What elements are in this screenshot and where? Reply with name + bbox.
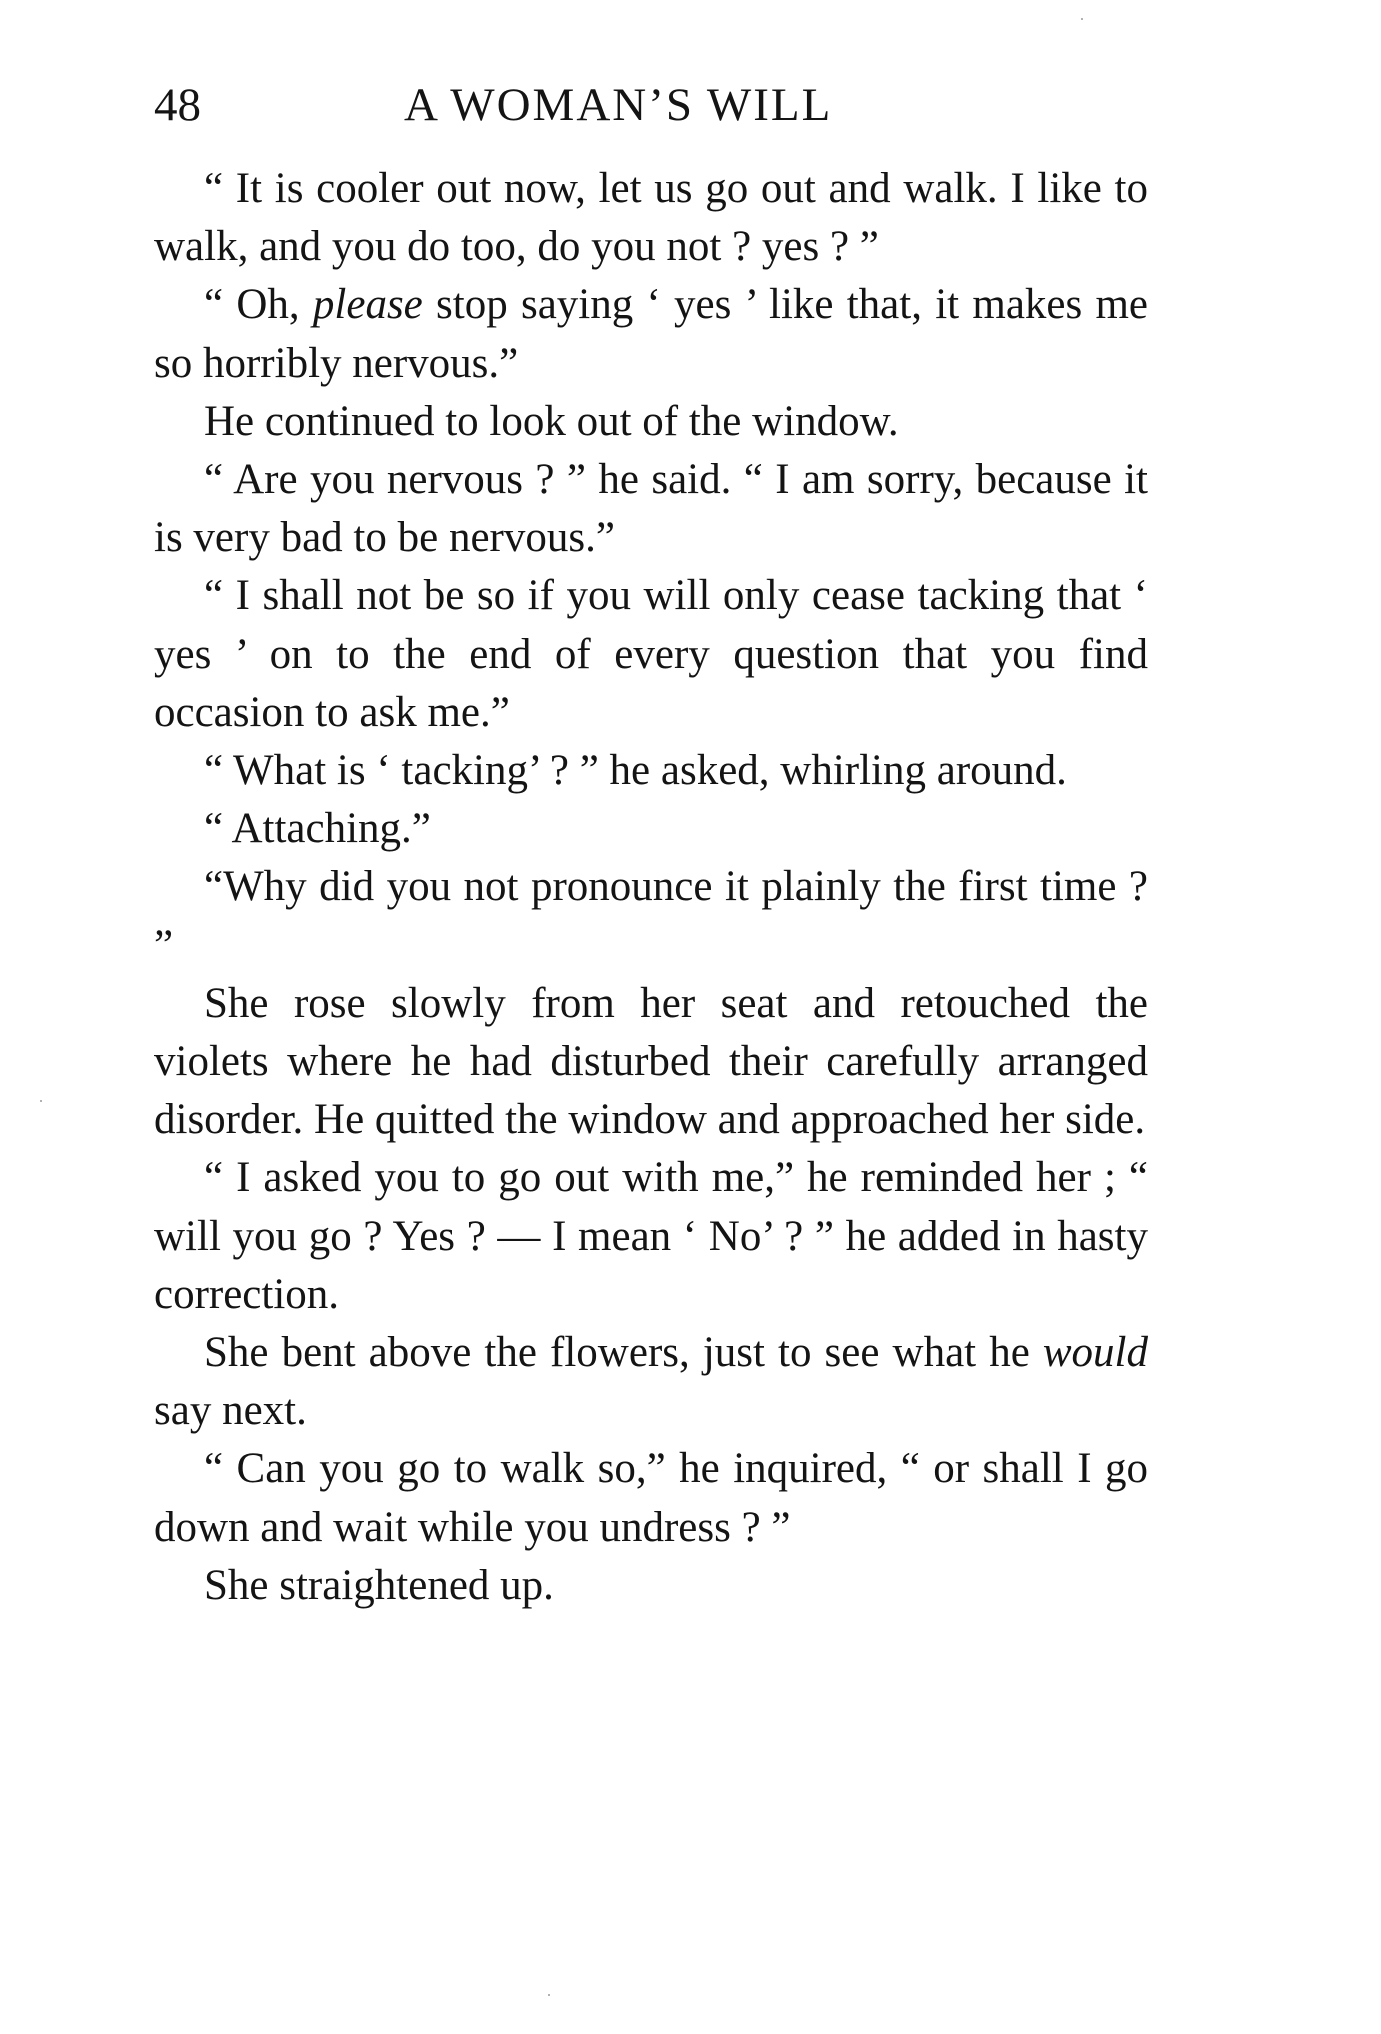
- scan-speck: [548, 1994, 550, 1996]
- text-run: “ Attaching.”: [204, 805, 431, 853]
- paragraph: [154, 276, 1148, 392]
- text-run: She straightened up.: [204, 1561, 554, 1609]
- text-run: “ Oh,: [204, 281, 313, 329]
- paragraph: [154, 567, 1148, 742]
- text-run: say next.: [154, 1387, 307, 1435]
- text-run: “ Are you nervous ? ” he said. “ I am sorry, because it is very bad to be nervous.”: [154, 456, 1148, 562]
- paragraph: [154, 1557, 1148, 1615]
- scan-speck: [1081, 18, 1083, 20]
- text-run: “ What is ‘ tacking’ ? ” he asked, whirling around.: [204, 747, 1067, 795]
- text-run: She rose slowly from her seat and retouched the violets where he had disturbed their carefully arranged disorder. He quitted the window and approached her side.: [154, 979, 1148, 1144]
- paragraph: [154, 1149, 1148, 1324]
- running-head: [154, 60, 1148, 150]
- paragraph: [154, 451, 1148, 567]
- paragraph: [154, 858, 1148, 974]
- text-run: “ I shall not be so if you will only cease tacking that ‘ yes ’ on to the end of every question that you find occasion to ask me.”: [154, 572, 1148, 736]
- paragraph: [154, 1324, 1148, 1440]
- text-run: “Why did you not pronounce it plainly the first time ? ”: [154, 863, 1148, 969]
- body-text: [154, 160, 1148, 1615]
- paragraph: [154, 393, 1148, 451]
- paragraph: [154, 742, 1148, 800]
- italic-text: would: [1042, 1329, 1148, 1377]
- text-run: “ Can you go to walk so,” he inquired, “ or shall I go down and wait while you undress ? ”: [154, 1445, 1148, 1551]
- text-run: “ I asked you to go out with me,” he reminded her ; “ will you go ? Yes ? — I mean ‘ No’ ? ” he added in hasty correction.: [154, 1154, 1148, 1318]
- scan-speck: [40, 1100, 42, 1102]
- text-run: She bent above the flowers, just to see what he: [204, 1329, 1043, 1377]
- paragraph: [154, 975, 1148, 1150]
- book-title: A WOMAN’S WILL: [404, 79, 833, 131]
- text-run: He continued to look out of the window.: [204, 397, 899, 445]
- page-number: 48: [154, 79, 201, 131]
- text-run: stop saying ‘ yes ’ like that, it makes me so horribly nervous.”: [154, 281, 1149, 387]
- paragraph: [154, 160, 1148, 276]
- italic-text: please: [312, 281, 423, 329]
- paragraph: [154, 800, 1148, 858]
- paragraph: [154, 1440, 1148, 1556]
- book-page: [154, 60, 1148, 1615]
- text-run: “ It is cooler out now, let us go out and walk. I like to walk, and you do too, do you not ? yes ? ”: [154, 165, 1148, 271]
